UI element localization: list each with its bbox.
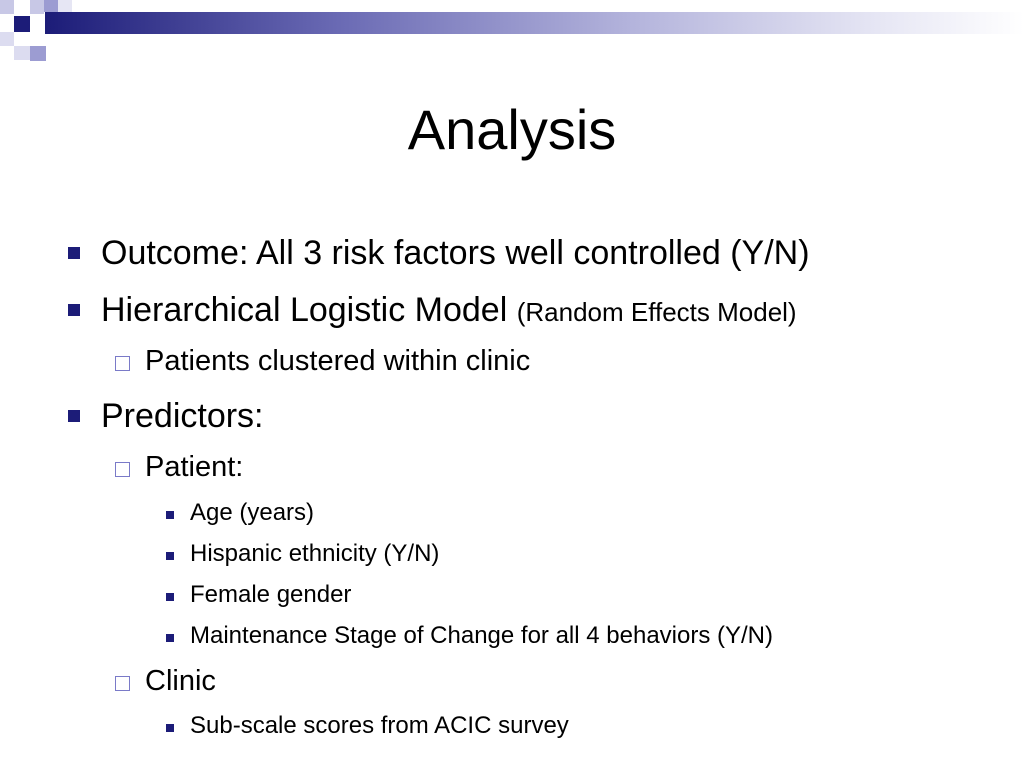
bullet-text: Predictors: [101, 397, 264, 435]
header-gradient-bar [45, 12, 1024, 34]
hollow-square-bullet-icon [115, 676, 130, 691]
decor-square-light [58, 0, 72, 12]
sub-sub-bullet-text: Sub-scale scores from ACIC survey [190, 712, 569, 739]
sub-sub-bullet-text: Female gender [190, 581, 352, 608]
decor-square-medium [30, 46, 46, 61]
sub-sub-bullet-text: Hispanic ethnicity (Y/N) [190, 540, 440, 567]
bullet-text: Outcome: All 3 risk factors well controlled (Y/N) [101, 234, 810, 272]
small-filled-square-bullet-icon [166, 552, 174, 560]
filled-square-bullet-icon [68, 304, 80, 316]
filled-square-bullet-icon [68, 410, 80, 422]
sub-sub-bullet-text: Age (years) [190, 499, 315, 526]
bullet-text: Hierarchical Logistic Model [101, 291, 508, 329]
small-filled-square-bullet-icon [166, 593, 174, 601]
filled-square-bullet-icon [68, 247, 80, 259]
sub-sub-bullet-text: Maintenance Stage of Change for all 4 behaviors (Y/N) [190, 622, 773, 649]
decor-square-light [0, 32, 14, 46]
slide-title: Analysis [407, 98, 617, 161]
sub-bullet-text: Patient: [145, 451, 244, 483]
decor-square-dark [14, 16, 30, 32]
sub-bullet-text: Patients clustered within clinic [145, 345, 531, 377]
small-filled-square-bullet-icon [166, 511, 174, 519]
hollow-square-bullet-icon [115, 462, 130, 477]
small-filled-square-bullet-icon [166, 634, 174, 642]
bullet-text-with-suffix [101, 290, 797, 332]
bullet-suffix: (Random Effects Model) [516, 297, 797, 327]
sub-bullet-text: Clinic [145, 665, 216, 697]
small-filled-square-bullet-icon [166, 724, 174, 732]
header-decoration [0, 0, 1024, 64]
decor-square-light [14, 46, 30, 60]
decor-square-light [30, 0, 44, 14]
decor-square-light [0, 0, 14, 14]
decor-square-medium [44, 0, 58, 12]
hollow-square-bullet-icon [115, 356, 130, 371]
